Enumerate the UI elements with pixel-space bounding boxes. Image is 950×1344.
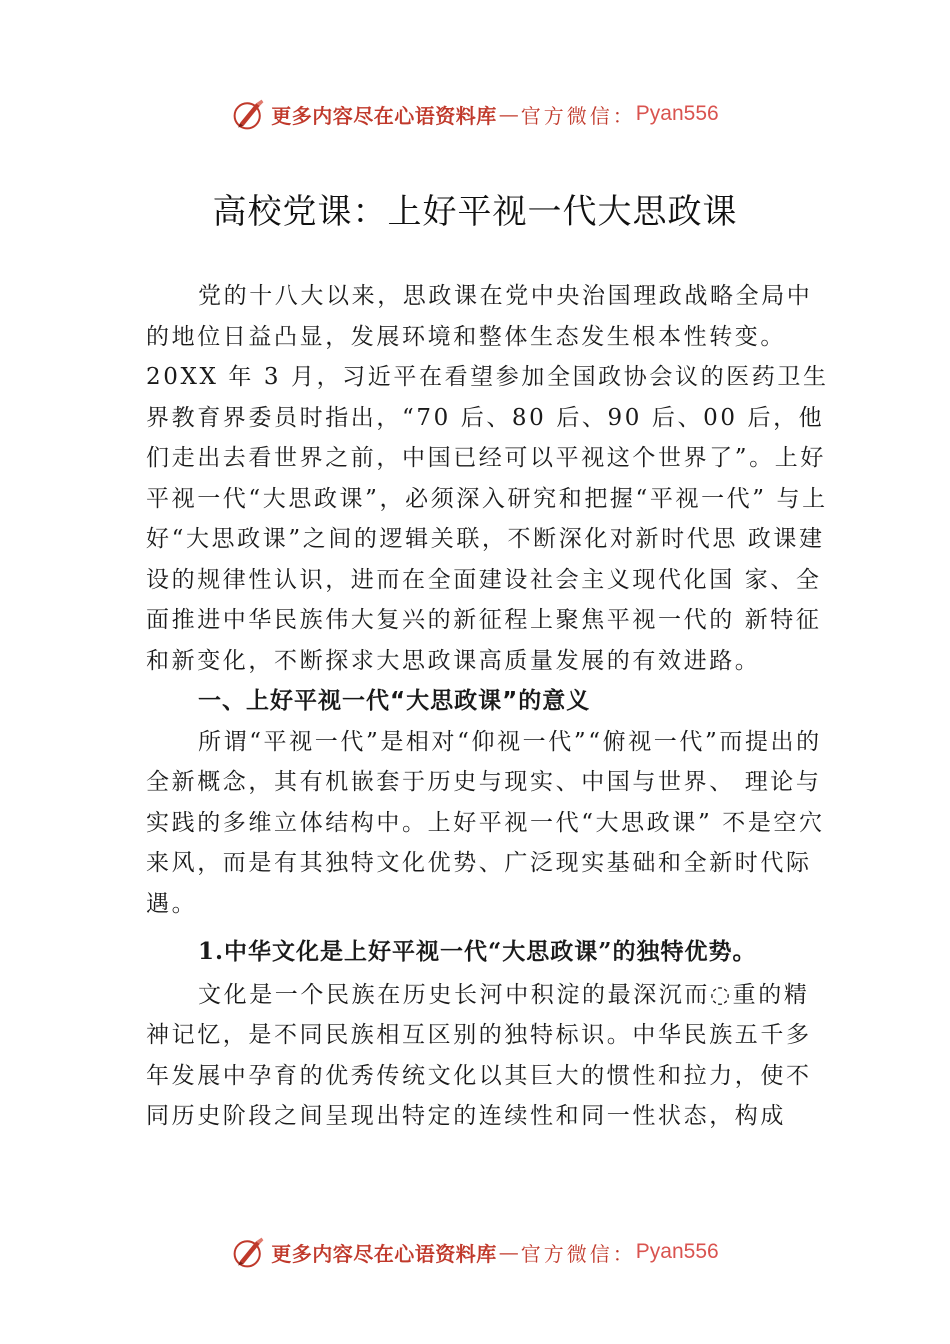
banner-wechat-id: Pyan556 [635,102,719,125]
section-paragraph: 所谓“平视一代”是相对“仰视一代”“俯视一代”而提出的全新概念，其有机嵌套于历史与现实、中国与世界、 理论与实践的多维立体结构中。上好平视一代“大思政课” 不是空穴来风，而是有其独特文化优势、广泛现实基础和全新时代际遇。 [146,728,825,917]
pen-logo-icon [231,96,267,132]
document-body [146,276,834,1137]
pen-logo-icon [231,1234,267,1270]
subsection-paragraph: 文化是一个民族在历史长河中积淀的最深沉而◌重的精神记忆，是不同民族相互区别的独特标识。中华民族五千多年发展中孕育的优秀传统文化以其巨大的惯性和拉力，使不同历史阶段之间呈现出特定的连续性和同一性状态，构成 [146,981,812,1129]
banner-official-label: 官方微信： [520,1241,636,1266]
section-heading: 一、上好平视一代“大思政课”的意义 [198,688,591,714]
banner-wechat-id: Pyan556 [635,1240,719,1263]
subsection-heading: 1.中华文化是上好平视一代“大思政课”的独特优势。 [198,938,757,965]
intro-paragraph: 党的十八大以来，思政课在党中央治国理政战略全局中的地位日益凸显，发展环境和整体生态发生根本性转变。20XX 年 3 月，习近平在看望参加全国政协会议的医药卫生界教育界委员时指出，“70 后、80 后、90 后、00 后，他们走出去看世界之前，中国已经可以平视这个世界了”。上好平视一代“大思政课”，必须深入研究和把握“平视一代” 与上好“大思政课”之间的逻辑关联，不断深化对新时代思 政课建设的规律性认识，进而在全面建设社会主义现代化国 家、全面推进中华民族伟大复兴的新征程上聚焦平视一代的 新特征和新变化，不断探求大思政课高质量发展的有效进路。 [146,283,829,674]
banner-brand-text: 更多内容尽在心语资料库 [271,1241,497,1266]
banner-dash: — [498,1240,519,1264]
document-title: 高校党课：上好平视一代大思政课 [212,192,738,232]
footer-watermark-banner [0,1232,950,1272]
banner-official-label: 官方微信： [520,103,636,128]
banner-brand-text: 更多内容尽在心语资料库 [271,103,497,128]
banner-dash: — [498,102,519,126]
header-watermark-banner [0,94,950,134]
